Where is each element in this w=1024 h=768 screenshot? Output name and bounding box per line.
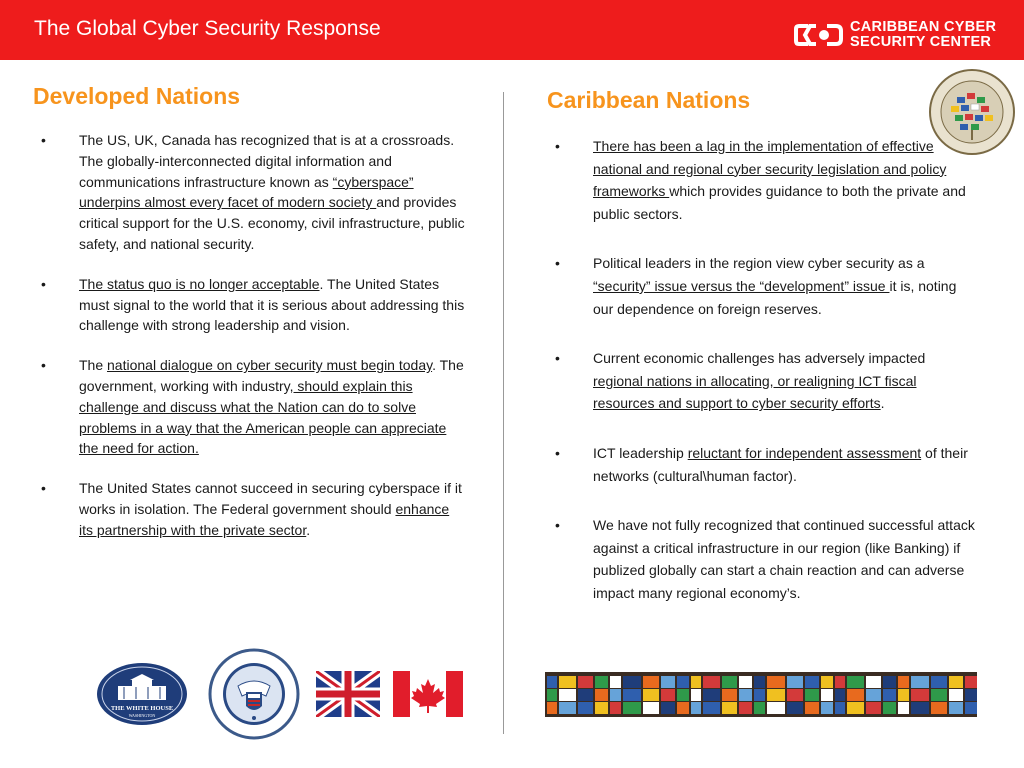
underlined-text: national dialogue on cyber security must begin today — [107, 357, 433, 374]
bullet-text: Political leaders in the region view cyber security as a — [593, 255, 925, 272]
underlined-text: There has been a lag in the implementation of effective national and regional cyber security legislation and policy frameworks — [593, 138, 947, 200]
bullet-text: Current economic challenges has adversely impacted — [593, 350, 926, 367]
underlined-text: enhance its partnership with the private sector — [79, 500, 450, 538]
oas-seal-icon — [927, 68, 1017, 156]
list-item — [33, 355, 465, 459]
bullet-text: it is, noting our dependence on foreign reserves. — [593, 277, 957, 317]
developed-nations-list — [33, 130, 465, 560]
developed-nations-heading: Developed Nations — [33, 83, 241, 109]
underlined-text: “cyberspace” underpins almost every facet of modern society — [79, 173, 414, 211]
bullet-text: ICT leadership — [593, 444, 688, 461]
slide-title: The Global Cyber Security Response — [34, 17, 381, 40]
list-item — [547, 347, 977, 415]
underlined-text: reluctant for independent assessment — [687, 444, 922, 461]
brand-line-1: CARIBBEAN CYBER — [850, 19, 997, 35]
white-house-sub-label: WASHINGTON — [128, 713, 156, 718]
white-house-seal-icon — [96, 662, 188, 726]
white-house-label: THE WHITE HOUSE — [110, 705, 174, 712]
list-item — [547, 135, 977, 225]
bullet-text: which provides guidance to both the private and public sectors. — [593, 183, 966, 222]
underlined-text: regional nations in allocating, or realigning ICT fiscal resources and support to cyber security efforts — [593, 372, 917, 412]
bullet-text: The — [79, 357, 108, 374]
list-item — [547, 514, 977, 604]
underlined-text: The status quo is no longer acceptable — [79, 275, 320, 292]
bullet-text: We have not fully recognized that continued successful attack against a critical infrastructure in our region (like Banking) if publized globally can start a chain reaction and can adverse impact many regional economy’s. — [593, 517, 975, 601]
list-item — [547, 442, 977, 487]
brand — [794, 20, 1016, 50]
bullet-text: The United States cannot succeed in securing cyberspace if it works in isolation. The Federal government should — [79, 480, 462, 517]
flags-banner-icon — [545, 672, 977, 717]
underlined-text: “security” issue versus the “development” issue — [593, 277, 890, 294]
caribbean-nations-heading: Caribbean Nations — [547, 87, 751, 113]
list-item — [33, 130, 465, 255]
header-bar — [0, 0, 1024, 60]
bullet-text: . — [306, 521, 311, 538]
bullet-text: of their networks (cultural\human factor). — [593, 444, 968, 484]
brand-text — [850, 20, 996, 50]
bullet-text: . The government, working with industry — [79, 357, 464, 394]
bullet-text: and provides critical support for the U.S. economy, civil infrastructure, public safety, and national security. — [79, 194, 465, 252]
list-item — [33, 274, 465, 336]
ccsc-logo-icon — [794, 23, 844, 47]
underlined-text: , should explain this challenge and discuss what the Nation can do to solve problems in a way that the American people can appreciate the need for action. — [79, 377, 447, 457]
canada-flag-icon — [393, 671, 463, 717]
list-item — [547, 252, 977, 320]
column-divider — [503, 92, 504, 734]
dhs-seal-icon — [208, 648, 300, 740]
bullet-text: . The United States must signal to the world that it is serious about addressing this challenge with strong leadership and vision. — [79, 275, 465, 334]
caribbean-nations-list — [547, 135, 977, 632]
brand-line-2: SECURITY CENTER — [850, 34, 992, 50]
bullet-text: The US, UK, Canada has recognized that is at a crossroads. The globally-interconnected digital information and communications infrastructure known as — [79, 132, 455, 190]
list-item — [33, 478, 465, 540]
uk-flag-icon — [316, 671, 380, 717]
bullet-text: . — [880, 395, 885, 412]
